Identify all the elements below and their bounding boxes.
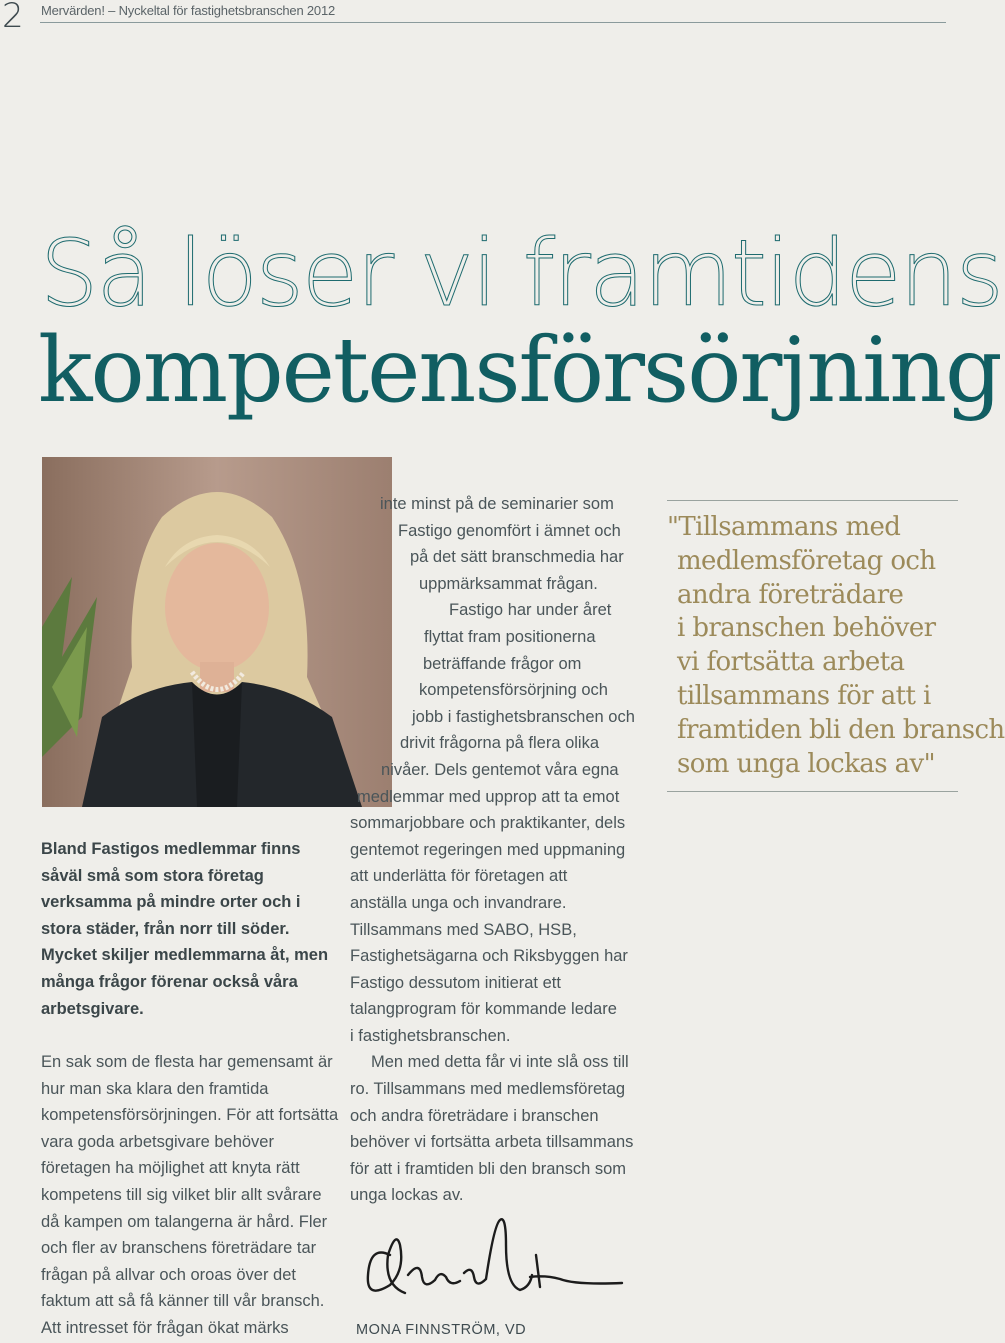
quote-line: andra företrädare (677, 579, 904, 610)
running-head: Mervärden! – Nyckeltal för fastighetsbranschen 2012 (41, 3, 336, 18)
body-line: i fastighetsbranschen. (350, 1026, 511, 1045)
portrait-illustration (42, 457, 392, 807)
body-line: Fastighetsägarna och Riksbyggen har (350, 947, 628, 966)
signature-icon (360, 1215, 640, 1305)
body-line: för att i framtiden bli den bransch som (350, 1159, 627, 1178)
quote-line: som unga lockas av" (677, 748, 935, 779)
body-line: Fastigo har under året (449, 601, 612, 620)
body-line: Men med detta får vi inte slå oss till (371, 1053, 629, 1072)
body-line: kompetensförsörjning och (419, 681, 608, 700)
body-line: flyttat fram positionerna (424, 627, 596, 646)
body-line: nivåer. Dels gentemot våra egna (381, 760, 619, 779)
quote-line: framtiden bli den bransch (677, 714, 1005, 745)
body-line: inte minst på de seminarier som (380, 495, 614, 513)
pull-quote (667, 500, 1005, 792)
quote-line: tillsammans för att i (677, 680, 931, 711)
body-line: gentemot regeringen med uppmaning (350, 840, 626, 859)
portrait-photo (42, 457, 392, 807)
body-line: Fastigo genomfört i ämnet och (398, 521, 621, 540)
quote-line: i branschen behöver (677, 613, 936, 644)
quote-line: "Tillsammans med (667, 512, 901, 542)
body-column-right (346, 491, 646, 1209)
headline-line-2: kompetensförsörjning (38, 318, 1001, 423)
body-line: uppmärksammat frågan. (419, 574, 598, 593)
body-line: Tillsammans med SABO, HSB, (350, 920, 577, 939)
body-line: Fastigo dessutom initierat ett (350, 973, 561, 992)
pull-quote-text (667, 501, 1005, 791)
body-line: och andra företrädare i branschen (350, 1106, 599, 1125)
body-line: behöver vi fortsätta arbeta tillsammans (350, 1133, 634, 1152)
headline-line-1: Så löser vi framtidens (40, 220, 1002, 327)
quote-bottom-rule (667, 791, 958, 792)
body-line: beträffande frågor om (423, 654, 582, 673)
body-line: jobb i fastighetsbranschen och (412, 707, 635, 726)
header-divider (40, 22, 946, 23)
body-line: talangprogram för kommande ledare (350, 1000, 617, 1019)
body-line: att underlätta för företagen att (350, 867, 568, 886)
body-paragraph-left: En sak som de flesta har gemensamt är hur man ska klara den framtida kompetensförsörjningen. För att fortsätta vara goda arbetsgivare behöver företagen ha möjlighet att knyta rätt kompetens till sig vilket blir allt svårare då kampen om talangerna är hård. Fler och fler av branschens företrädare tar frågan på allvar och oroas över det faktum att så få känner till vår bransch. Att intresset för frågan ökat märks (41, 1053, 339, 1337)
lead-paragraph: Bland Fastigos medlemmar finns såväl små som stora företag verksamma på mindre orter och i stora städer, från norr till söder. Mycket skiljer medlemmarna åt, men många frågor förenar också våra arbetsgivare. (41, 840, 329, 1018)
quote-line: medlemsföretag och (677, 545, 936, 576)
body-line: på det sätt branschmedia har (410, 548, 624, 567)
body-line: unga lockas av. (350, 1186, 464, 1205)
body-line: medlemmar med upprop att ta emot (357, 787, 620, 806)
body-line: anställa unga och invandrare. (350, 893, 567, 912)
body-line: ro. Tillsammans med medlemsföretag (350, 1080, 626, 1099)
quote-line: vi fortsätta arbeta (677, 647, 905, 678)
page-number: 2 (2, 0, 24, 36)
signer-name: MONA FINNSTRÖM, VD (356, 1322, 527, 1338)
body-line: drivit frågorna på flera olika (400, 734, 600, 753)
body-line: sommarjobbare och praktikanter, dels (350, 814, 626, 833)
